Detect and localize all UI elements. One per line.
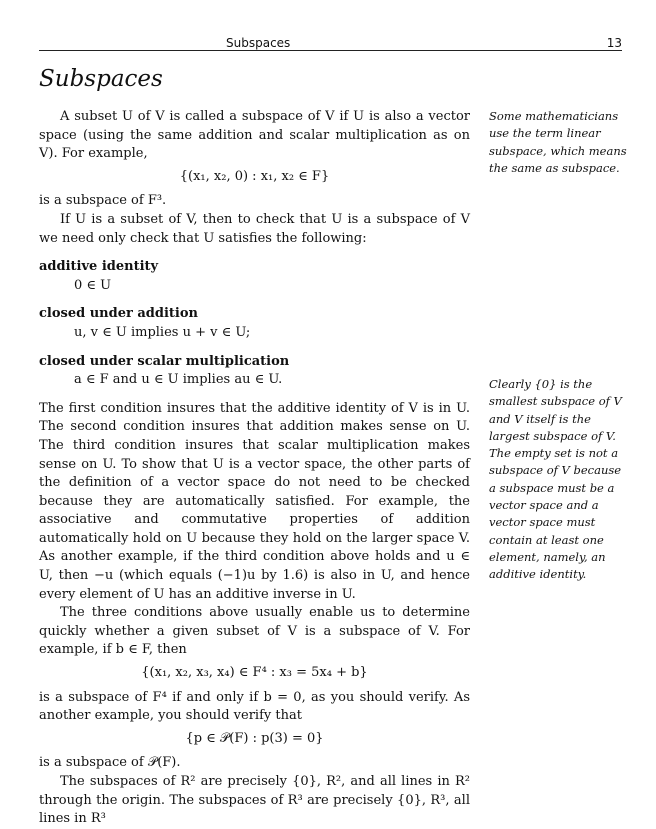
display-example-3: {p ∈ 𝒫(F) : p(3) = 0} [185, 730, 324, 746]
display-example-1: {(x₁, x₂, 0) : x₁, x₂ ∈ F} [179, 168, 330, 184]
condition-closed-addition [39, 305, 470, 342]
paragraph-usage: The three conditions above usually enable us to determine quickly whether a given subset of V is a subspace of V. For example, if b ∈ F, then [39, 605, 470, 658]
page-number: 13 [606, 36, 622, 50]
margin-note-linear-subspace: Some mathematicians use the term linear subspace, which means the same as subspace. [489, 109, 627, 175]
paragraph-conditions-explained: The first condition insures that the additive identity of V is in U. The second condition insures that addition makes sense on U. The third condition insures that scalar multiplication makes sense on U. To show that U is a vector space, the other parts of the definition of a vector space do not need to be checked because they are automatically satisfied. For example, the associative and commutative properties of addition automatically hold on U because they hold on the larger space V. As another example, if the third condition above holds and u ∈ U, then −u (which equals (−1)u by 1.6) is also in U, and hence every element of U has an additive inverse in U. [39, 400, 470, 602]
paragraph-poly-subspace: is a subspace of 𝒫(F). [39, 755, 181, 771]
running-header-title: Subspaces [226, 36, 291, 50]
section-title: Subspaces [39, 66, 163, 92]
display-example-2: {(x₁, x₂, x₃, x₄) ∈ F⁴ : x₃ = 5x₄ + b} [141, 665, 368, 681]
condition-title: closed under addition [39, 306, 198, 322]
condition-body: 0 ∈ U [74, 277, 112, 293]
condition-additive-identity [39, 258, 470, 295]
paragraph-verify: is a subspace of F⁴ if and only if b = 0, as you should verify. As another example, you should verify that [39, 689, 470, 724]
paragraph-check-conditions: If U is a subset of V, then to check that U is a subspace of V we need only check that U satisfies the following: [39, 211, 470, 246]
main-text [39, 108, 470, 829]
condition-closed-scalar [39, 353, 470, 390]
paragraph-definition: A subset U of V is called a subspace of V if U is also a vector space (using the same addition and scalar multiplication as on V). For example, [39, 109, 470, 162]
paragraph-r2-r3-subspaces: The subspaces of R² are precisely {0}, R², and all lines in R² through the origin. The subspaces of R³ are precisely {0}, R³, all lines in R³ [39, 774, 470, 827]
paragraph-example-result: is a subspace of F³. [39, 193, 167, 209]
margin-note-smallest-largest: Clearly {0} is the smallest subspace of V and V itself is the largest subspace of V. The empty set is not a subspace of V because a subspace must be a vector space and a vector space must contain at least one element, namely, an additive identity. [489, 377, 622, 582]
header-rule [39, 50, 622, 51]
condition-title: closed under scalar multiplication [39, 353, 290, 369]
condition-body: a ∈ F and u ∈ U implies au ∈ U. [74, 372, 283, 388]
condition-title: additive identity [39, 259, 159, 275]
condition-body: u, v ∈ U implies u + v ∈ U; [74, 324, 251, 340]
